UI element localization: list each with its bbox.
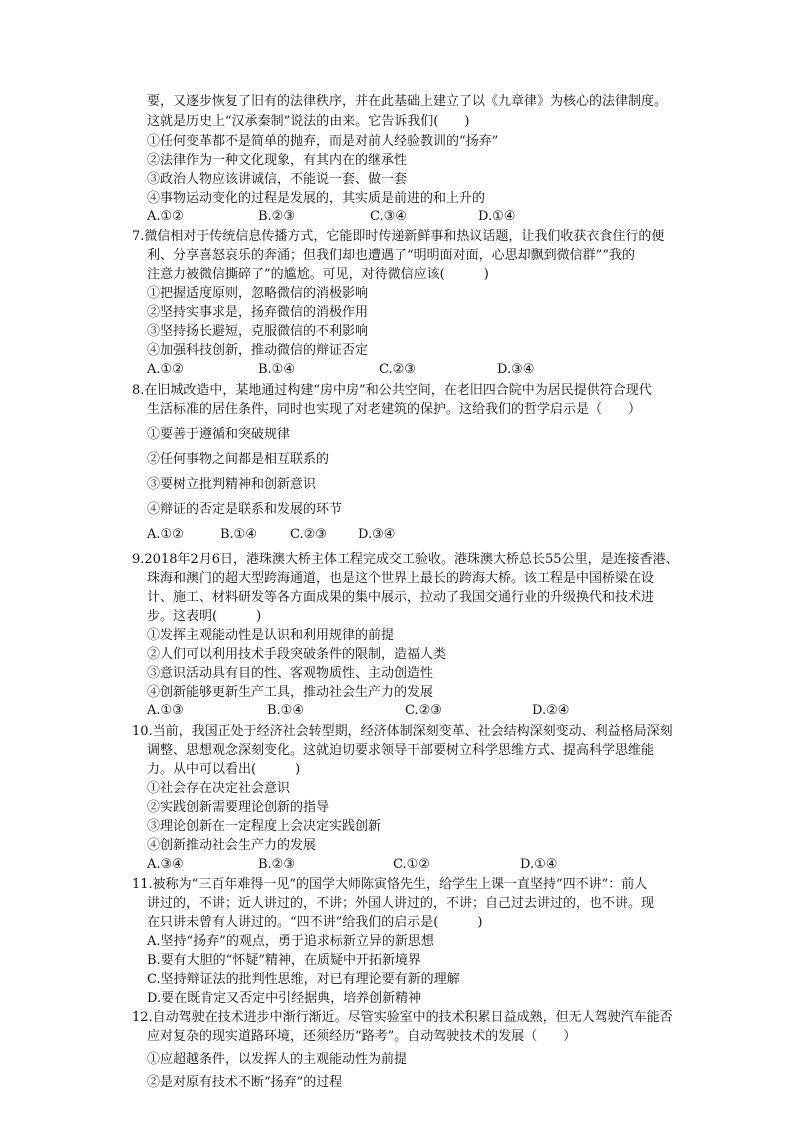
q10-option-c[interactable]: C.①② bbox=[393, 857, 430, 872]
q7-option-b[interactable]: B.①④ bbox=[258, 362, 295, 377]
q12-stem-line-1: 12.自动驾驶在技术进步中渐行渐近。尽管实验室中的技术积累日益成熟，但无人驾驶汽车能否 bbox=[132, 1010, 673, 1025]
q9-statement-3: ③意识活动具有目的性、客观物质性、主动创造性 bbox=[147, 666, 434, 681]
q10-option-a[interactable]: A.③④ bbox=[147, 857, 184, 872]
q11-stem-line-2: 讲过的，不讲；近人讲过的，不讲；外国人讲过的，不讲；自己过去讲过的，也不讲。现 bbox=[147, 896, 655, 911]
q8-option-c[interactable]: C.②③ bbox=[290, 527, 327, 542]
q9-option-a[interactable]: A.①③ bbox=[147, 703, 184, 718]
q9-stem-line-4: 步。这表明( ) bbox=[147, 609, 262, 624]
q11-stem-line-1: 11.被称为“三百年难得一见”的国学大师陈寅恪先生，给学生上课一直坚持“四不讲”：前人 bbox=[132, 877, 648, 892]
q7-stem-line-2: 利、分享喜怒哀乐的奔涌；但我们却也遭遇了“明明面对面，心思却飘到微信群”“我的 bbox=[147, 248, 635, 263]
q8-statement-3: ③要树立批判精神和创新意识 bbox=[147, 477, 317, 492]
q9-statement-4: ④创新能够更新生产工具，推动社会生产力的发展 bbox=[147, 685, 434, 700]
q7-option-c[interactable]: C.②③ bbox=[379, 362, 416, 377]
q6-option-b[interactable]: B.②③ bbox=[258, 209, 295, 224]
q7-statement-2: ②坚持实事求是，扬弃微信的消极作用 bbox=[147, 305, 369, 320]
q7-option-d[interactable]: D.③④ bbox=[497, 362, 535, 377]
q6-option-d[interactable]: D.①④ bbox=[478, 209, 516, 224]
q8-option-a[interactable]: A.①② bbox=[147, 527, 184, 542]
q7-stem-line-3: 注意力被微信撕碎了”的尴尬。可见，对待微信应该( ) bbox=[147, 267, 489, 282]
q8-stem-line-2: 生活标准的居住条件，同时也实现了对老建筑的保护。这给我们的哲学启示是（ ） bbox=[147, 402, 642, 417]
q12-statement-2: ②是对原有技术不断“扬弃”的过程 bbox=[147, 1075, 343, 1090]
q6-stem-line-1: 要，又逐步恢复了旧有的法律秩序，并在此基础上建立了以《九章律》为核心的法律制度。 bbox=[147, 94, 668, 109]
q11-option-b[interactable]: B.要有大胆的“怀疑”精神，在质疑中开拓新境界 bbox=[147, 953, 421, 968]
q8-statement-1: ①要善于遵循和突破规律 bbox=[147, 427, 291, 442]
q10-statement-2: ②实践创新需要理论创新的指导 bbox=[147, 800, 330, 815]
q7-stem-line-1: 7.微信相对于传统信息传播方式，它能即时传递新鲜事和热议话题，让我们收获衣食住行的便 bbox=[132, 229, 665, 244]
q9-stem-line-2: 珠海和澳门的超大型跨海通道，也是这个世界上最长的跨海大桥。该工程是中国桥梁在设 bbox=[147, 571, 655, 586]
q10-statement-4: ④创新推动社会生产力的发展 bbox=[147, 838, 317, 853]
q7-option-a[interactable]: A.①② bbox=[147, 362, 184, 377]
q7-statement-3: ③坚持扬长避短，克服微信的不利影响 bbox=[147, 324, 369, 339]
q10-option-d[interactable]: D.①④ bbox=[520, 857, 558, 872]
q10-statement-3: ③理论创新在一定程度上会决定实践创新 bbox=[147, 819, 382, 834]
q7-statement-4: ④加强科技创新，推动微信的辩证否定 bbox=[147, 343, 369, 358]
q11-option-a[interactable]: A.坚持“扬弃”的观点，勇于追求标新立异的新思想 bbox=[147, 934, 434, 949]
q10-stem-line-3: 力。从中可以看出( ) bbox=[147, 762, 301, 777]
q6-statement-4: ④事物运动变化的过程是发展的，其实质是前进的和上升的 bbox=[147, 191, 486, 206]
q9-option-d[interactable]: D.②④ bbox=[532, 703, 570, 718]
q10-stem-line-1: 10.当前，我国正处于经济社会转型期，经济体制深刻变革、社会结构深刻变动、利益格局深刻 bbox=[132, 724, 673, 739]
q6-option-c[interactable]: C.③④ bbox=[370, 209, 407, 224]
q8-statement-2: ②任何事物之间都是相互联系的 bbox=[147, 452, 330, 467]
q10-stem-line-2: 调整、思想观念深刻变化。这就迫切要求领导干部要树立科学思维方式、提高科学思维能 bbox=[147, 743, 655, 758]
q6-statement-2: ②法律作为一种文化现象，有其内在的继承性 bbox=[147, 153, 408, 168]
q11-option-d[interactable]: D.要在既肯定又否定中引经据典，培养创新精神 bbox=[147, 991, 422, 1006]
q7-statement-1: ①把握适度原则，忽略微信的消极影响 bbox=[147, 286, 369, 301]
q9-stem-line-1: 9.2018年2月6日，港珠澳大桥主体工程完成交工验收。港珠澳大桥总长55公里，是连接香港、 bbox=[132, 552, 679, 567]
q6-statement-1: ①任何变革都不是简单的抛弃，而是对前人经验教训的“扬弃” bbox=[147, 134, 499, 149]
q12-stem-line-2: 应对复杂的现实道路环境，还须经历“路考”。自动驾驶技术的发展（ ） bbox=[147, 1029, 577, 1044]
q9-option-b[interactable]: B.①④ bbox=[267, 703, 304, 718]
q9-statement-2: ②人们可以利用技术手段突破条件的限制，造福人类 bbox=[147, 647, 447, 662]
q6-stem-line-2: 这就是历史上“汉承秦制”说法的由来。它告诉我们( ) bbox=[147, 114, 470, 129]
q11-option-c[interactable]: C.坚持辩证法的批判性思维，对已有理论要有新的理解 bbox=[147, 972, 460, 987]
q9-statement-1: ①发挥主观能动性是认识和利用规律的前提 bbox=[147, 628, 395, 643]
q11-stem-line-3: 在只讲未曾有人讲过的。“四不讲”给我们的启示是( ) bbox=[147, 915, 483, 930]
q9-option-c[interactable]: C.②③ bbox=[405, 703, 442, 718]
q6-statement-3: ③政治人物应该讲诚信，不能说一套、做一套 bbox=[147, 172, 408, 187]
q6-option-a[interactable]: A.①② bbox=[147, 209, 184, 224]
q8-statement-4: ④辩证的否定是联系和发展的环节 bbox=[147, 502, 343, 517]
q10-statement-1: ①社会存在决定社会意识 bbox=[147, 781, 291, 796]
q12-statement-1: ①应超越条件，以发挥人的主观能动性为前提 bbox=[147, 1052, 408, 1067]
q8-stem-line-1: 8.在旧城改造中，某地通过构建“房中房”和公共空间，在老旧四合院中为居民提供符合现代 bbox=[132, 383, 652, 398]
q10-option-b[interactable]: B.②③ bbox=[258, 857, 295, 872]
q8-option-b[interactable]: B.①④ bbox=[220, 527, 257, 542]
q9-stem-line-3: 计、施工、材料研发等各方面成果的集中展示，拉动了我国交通行业的升级换代和技术进 bbox=[147, 590, 655, 605]
q8-option-d[interactable]: D.③④ bbox=[358, 527, 396, 542]
